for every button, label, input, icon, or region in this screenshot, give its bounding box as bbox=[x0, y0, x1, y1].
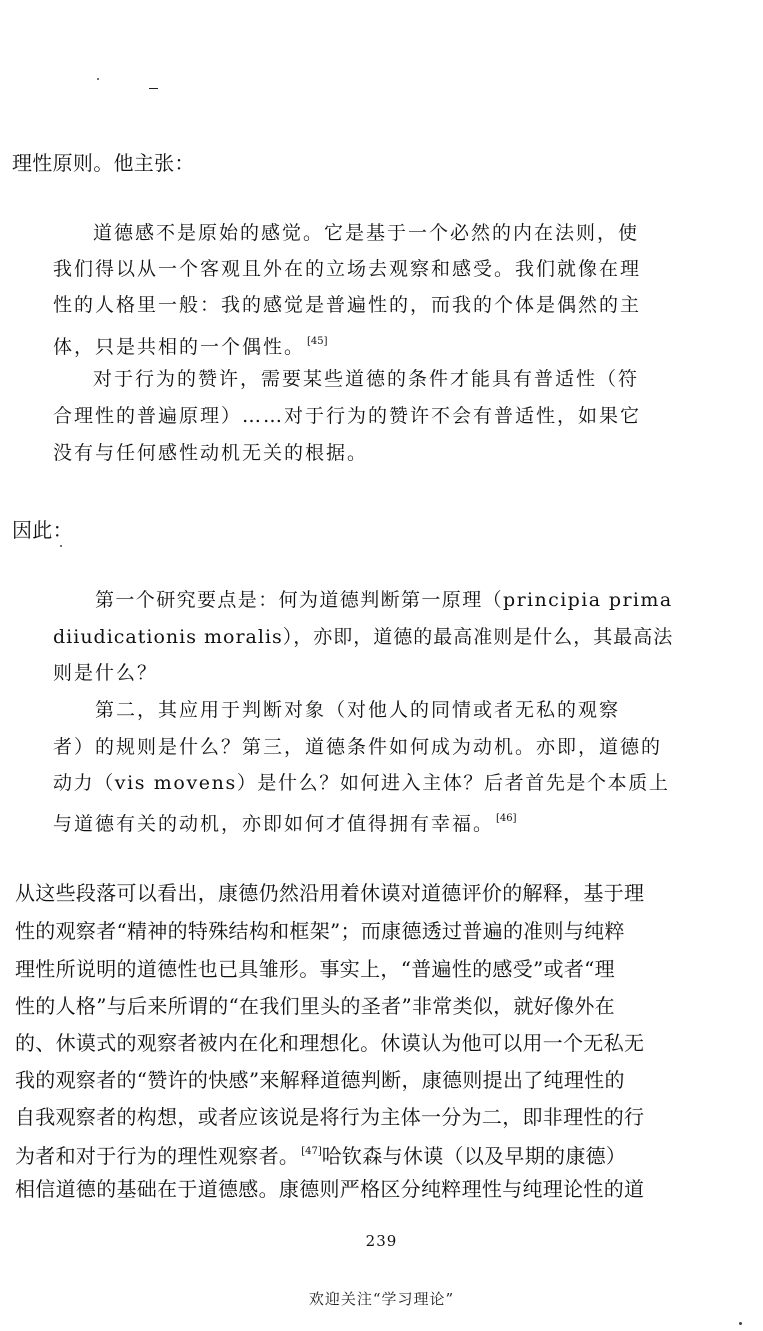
body-line-7: 自我观察者的构想，或者应该说是将行为主体一分为二，即非理性的行 bbox=[15, 1105, 645, 1129]
quote2-line-2: diiudicationis moralis），亦即，道德的最高准则是什么，其最高法 bbox=[53, 626, 674, 648]
quote1-line-3: 性的人格里一般：我的感觉是普遍性的，而我的个体是偶然的主 bbox=[53, 294, 642, 316]
quote1-line-5: 对于行为的赞许，需要某些道德的条件才能具有普适性（符 bbox=[93, 368, 640, 390]
quote1-line-7: 没有与任何感性动机无关的根据。 bbox=[53, 442, 369, 464]
quote1-line-4 bbox=[53, 329, 328, 360]
scan-speck bbox=[97, 78, 99, 80]
quote1-line-1: 道德感不是原始的感觉。它是基于一个必然的内在法则，使 bbox=[93, 222, 640, 244]
citation-47: [47] bbox=[301, 1146, 322, 1157]
body-line-8-text: 为者和对于行为的理性观察者。 bbox=[15, 1144, 300, 1168]
body-line-2: 性的观察者“精神的特殊结构和框架”；而康德透过普遍的准则与纯粹 bbox=[15, 919, 625, 943]
quote2-line-3: 则是什么？ bbox=[53, 662, 159, 684]
footer-note: 欢迎关注“学习理论” bbox=[308, 1290, 455, 1308]
body-line-6: 我的观察者的“赞许的快感”来解释道德判断，康德则提出了纯理性的 bbox=[15, 1068, 625, 1092]
quote2-line-7-text: 与道德有关的动机，亦即如何才值得拥有幸福。 bbox=[53, 813, 495, 835]
quote2-line-5: 者）的规则是什么？第三，道德条件如何成为动机。亦即，道德的 bbox=[53, 736, 663, 758]
quote2-line-6: 动力（vis movens）是什么？如何进入主体？后者首先是个本质上 bbox=[53, 772, 670, 794]
quote2-line-4: 第二，其应用于判断对象（对他人的同情或者无私的观察 bbox=[95, 699, 621, 721]
body-line-1: 从这些段落可以看出，康德仍然沿用着休谟对道德评价的解释，基于理 bbox=[15, 881, 645, 905]
page-number: 239 bbox=[365, 1232, 398, 1250]
citation-45: [45] bbox=[307, 336, 328, 347]
body-line-8-tail: 哈钦森与休谟（以及早期的康德） bbox=[321, 1144, 627, 1168]
scan-speck bbox=[60, 545, 62, 547]
therefore-line: 因此： bbox=[12, 518, 73, 542]
body-line-3: 理性所说明的道德性也已具雏形。事实上，“普遍性的感受”或者“理 bbox=[15, 957, 615, 981]
body-line-5: 的、休谟式的观察者被内在化和理想化。休谟认为他可以用一个无私无 bbox=[15, 1031, 645, 1055]
body-line-9: 相信道德的基础在于道德感。康德则严格区分纯粹理性与纯理论性的道 bbox=[15, 1177, 645, 1201]
body-line-8 bbox=[15, 1139, 626, 1169]
citation-46: [46] bbox=[496, 813, 517, 824]
intro-line: 理性原则。他主张： bbox=[12, 151, 195, 175]
scan-speck bbox=[739, 1322, 742, 1325]
quote2-line-1: 第一个研究要点是：何为道德判断第一原理（principia prima bbox=[95, 589, 673, 611]
body-line-4: 性的人格”与后来所谓的“在我们里头的圣者”非常类似，就好像外在 bbox=[15, 994, 615, 1018]
quote1-line-4-text: 体，只是共相的一个偶性。 bbox=[53, 336, 306, 358]
quote1-line-2: 我们得以从一个客观且外在的立场去观察和感受。我们就像在理 bbox=[53, 258, 642, 280]
quote1-line-6: 合理性的普遍原理）……对于行为的赞许不会有普适性，如果它 bbox=[53, 405, 642, 427]
header-dash-mark bbox=[149, 88, 158, 89]
quote2-line-7 bbox=[53, 806, 517, 837]
